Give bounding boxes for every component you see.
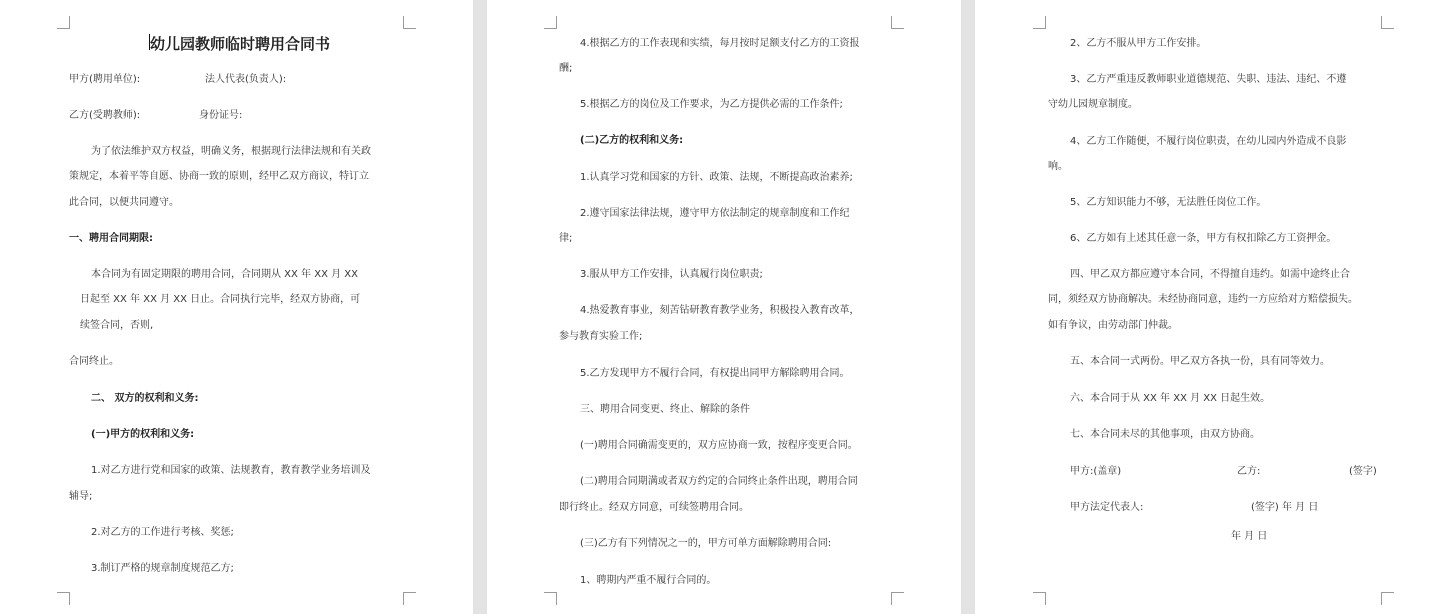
- paragraph-line: 辅导;: [69, 491, 93, 502]
- paragraph-line: 响。: [1048, 161, 1068, 172]
- paragraph-line: 合同终止。: [69, 356, 119, 367]
- paragraph-line: (一)聘用合同确需变更的，双方应协商一致，按程序变更合同。: [580, 440, 858, 451]
- paragraph-line: 此合同，以便共同遵守。: [69, 197, 179, 208]
- paragraph-line: 同，须经双方协商解决。未经协商同意，违约一方应给对方赔偿损失。: [1048, 294, 1358, 305]
- paragraph-line: 2.遵守国家法律法规，遵守甲方依法制定的规章制度和工作纪: [580, 208, 850, 219]
- subsection-heading: (一)甲方的权利和义务:: [91, 429, 195, 440]
- paragraph-line: 续签合同，否则,: [80, 320, 154, 331]
- paragraph-line: 为了依法维护双方权益，明确义务，根据现行法律法规和有关政: [91, 146, 371, 157]
- section-heading: 一、聘用合同期限:: [69, 233, 153, 244]
- crop-mark-bottom-right: [403, 592, 416, 605]
- paragraph-line: 如有争议，由劳动部门仲裁。: [1048, 320, 1178, 331]
- paragraph-line: 1.对乙方进行党和国家的政策、法规教育，教育教学业务培训及: [91, 465, 371, 476]
- party-a-label: 甲方(聘用单位):: [69, 74, 141, 85]
- paragraph-line: 守幼儿园规章制度。: [1048, 99, 1138, 110]
- paragraph-line: 3.制订严格的规章制度规范乙方;: [91, 563, 234, 574]
- document-title: 幼儿园教师临时聘用合同书: [150, 35, 331, 53]
- paragraph-line: 6、乙方如有上述其任意一条，甲方有权扣除乙方工资押金。: [1070, 233, 1337, 244]
- paragraph-line: 四、甲乙双方都应遵守本合同，不得擅自违约。如需中途终止合: [1070, 269, 1350, 280]
- party-b-label: 乙方:: [1237, 466, 1261, 477]
- paragraph-line: 5.乙方发现甲方不履行合同，有权提出同甲方解除聘用合同。: [580, 368, 850, 379]
- paragraph-line: 日起至 XX 年 XX 月 XX 日止。合同执行完毕，经双方协商，可: [80, 294, 361, 305]
- paragraph-line: 1、聘期内严重不履行合同的。: [580, 575, 717, 586]
- paragraph-line: 律;: [559, 233, 573, 244]
- paragraph-line: 即行终止。经双方同意，可续签聘用合同。: [559, 502, 749, 513]
- crop-mark-top-right: [1381, 16, 1394, 29]
- legal-rep-label: 法人代表(负责人):: [205, 74, 287, 85]
- paragraph-line: 5.根据乙方的岗位及工作要求，为乙方提供必需的工作条件;: [580, 99, 843, 110]
- paragraph-line: 3、乙方严重违反教师职业道德规范、失职、违法、违纪、不遵: [1070, 74, 1347, 85]
- paragraph-line: 五、本合同一式两份。甲乙双方各执一份，具有同等效力。: [1070, 356, 1330, 367]
- paragraph-line: (二)聘用合同期满或者双方约定的合同终止条件出现，聘用合同: [580, 476, 858, 487]
- paragraph-line: 4.热爱教育事业，刻苦钻研教育教学业务，积极投入教育改革，: [580, 305, 860, 316]
- paragraph-line: 六、本合同于从 XX 年 XX 月 XX 日起生效。: [1070, 393, 1271, 404]
- paragraph-line: 1.认真学习党和国家的方针、政策、法规，不断提高政治素养;: [580, 172, 853, 183]
- crop-mark-top-right: [891, 16, 904, 29]
- paragraph-line: 参与教育实验工作;: [559, 331, 643, 342]
- section-heading: 二、 双方的权利和义务:: [91, 393, 199, 404]
- paragraph-line: 3.服从甲方工作安排，认真履行岗位职责;: [580, 269, 763, 280]
- paragraph-line: 2、乙方不服从甲方工作安排。: [1070, 38, 1207, 49]
- subsection-heading: (二)乙方的权利和义务:: [580, 135, 684, 146]
- paragraph-line: 4、乙方工作随便，不履行岗位职责，在幼儿园内外造成不良影: [1070, 136, 1347, 147]
- crop-mark-bottom-right: [891, 592, 904, 605]
- signature-date-line: (签字) 年 月 日: [1251, 502, 1319, 513]
- paragraph-line: 酬;: [559, 63, 573, 74]
- id-number-label: 身份证号:: [199, 110, 243, 121]
- paragraph-line: 七、本合同未尽的其他事项，由双方协商。: [1070, 429, 1260, 440]
- document-page-1[interactable]: [0, 0, 473, 614]
- paragraph-line: 5、乙方知识能力不够，无法胜任岗位工作。: [1070, 197, 1267, 208]
- legal-rep-signature-label: 甲方法定代表人:: [1070, 502, 1144, 513]
- party-b-signature-label: (签字): [1349, 466, 1377, 477]
- date-line: 年 月 日: [1231, 531, 1268, 542]
- crop-mark-top-left: [57, 16, 70, 29]
- party-a-seal-label: 甲方:(盖章): [1070, 466, 1122, 477]
- paragraph-line: 策规定，本着平等自愿、协商一致的原则，经甲乙双方商议，特订立: [69, 171, 369, 182]
- paragraph-line: 4.根据乙方的工作表现和实绩，每月按时足额支付乙方的工资报: [580, 38, 860, 49]
- section-heading: 三、聘用合同变更、终止、解除的条件: [580, 404, 750, 415]
- paragraph-line: 本合同为有固定期限的聘用合同，合同期从 XX 年 XX 月 XX: [91, 269, 358, 280]
- crop-mark-bottom-left: [57, 592, 70, 605]
- crop-mark-top-left: [1033, 16, 1046, 29]
- paragraph-line: 2.对乙方的工作进行考核、奖惩;: [91, 527, 234, 538]
- crop-mark-top-right: [403, 16, 416, 29]
- crop-mark-bottom-left: [544, 592, 557, 605]
- crop-mark-bottom-left: [1033, 592, 1046, 605]
- party-b-label: 乙方(受聘教师):: [69, 110, 141, 121]
- document-page-2[interactable]: [487, 0, 961, 614]
- paragraph-line: (三)乙方有下列情况之一的，甲方可单方面解除聘用合同:: [580, 538, 832, 549]
- crop-mark-top-left: [544, 16, 557, 29]
- crop-mark-bottom-right: [1381, 592, 1394, 605]
- document-page-3[interactable]: [975, 0, 1450, 614]
